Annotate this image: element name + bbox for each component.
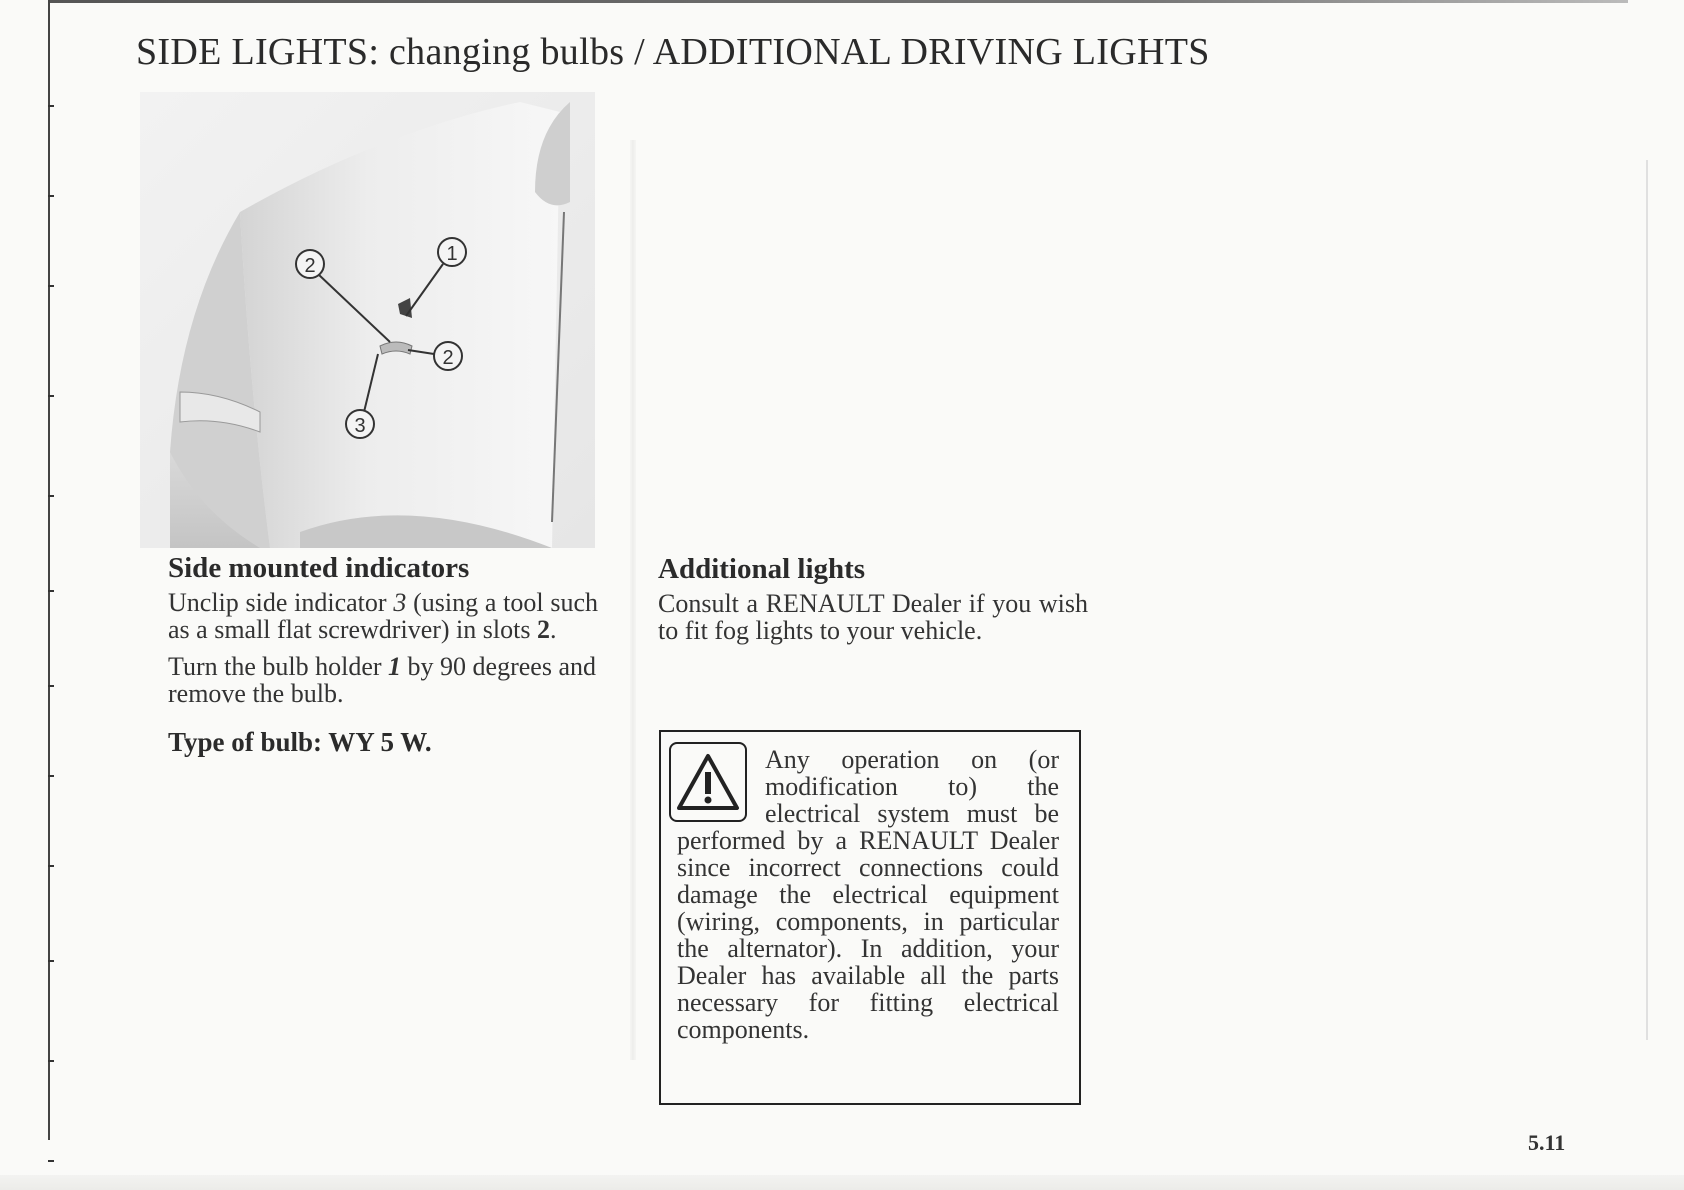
- column-divider: [630, 140, 636, 1060]
- text-run: (using a tool such as a small flat screwdriver) in slots: [168, 588, 598, 644]
- svg-text:3: 3: [354, 415, 366, 437]
- ref-number: 2: [536, 615, 550, 644]
- ref-number: 1: [388, 652, 402, 681]
- side-indicator-illustration: [140, 92, 595, 548]
- binding-tick: [48, 590, 54, 592]
- binding-line: [48, 0, 50, 1140]
- callout-3: [346, 410, 374, 438]
- paragraph-additional-lights: Consult a RENAULT Dealer if you wish to fit fog lights to your vehicle.: [658, 589, 1088, 645]
- warning-triangle-icon: [669, 742, 747, 822]
- binding-tick: [48, 775, 54, 777]
- paragraph-unclip: [168, 589, 598, 643]
- callout-2-left: [296, 250, 324, 278]
- text-run: by 90 degrees and remove the bulb.: [168, 652, 596, 708]
- binding-tick: [48, 395, 54, 397]
- paragraph-turn-holder: [168, 653, 598, 707]
- warning-box: [659, 730, 1081, 1105]
- binding-tick: [48, 195, 54, 197]
- binding-tick: [48, 1060, 54, 1062]
- text-run: Unclip side indicator: [168, 588, 394, 617]
- ref-number: 3: [393, 588, 407, 617]
- binding-tick: [48, 685, 54, 687]
- svg-text:2: 2: [304, 255, 316, 277]
- binding-tick: [48, 105, 54, 107]
- callout-2-right: [434, 342, 462, 370]
- page-title: SIDE LIGHTS: changing bulbs / ADDITIONAL DRIVING LIGHTS: [136, 31, 1210, 73]
- text-run: .: [549, 615, 557, 644]
- section-heading-side-indicators: Side mounted indicators: [168, 552, 470, 584]
- page-number: 5.11: [1528, 1130, 1566, 1155]
- binding-tick: [48, 865, 54, 867]
- binding-tick: [48, 1160, 54, 1162]
- warning-text: Any operation on (or modification to) the electrical system must be performed by a RENAULT Dealer since incorrect connections could damage the electrical equipment (wiring, components, in particular the alternator). In addition, your Dealer has available all the parts necessary for fitting electrical components.: [677, 745, 1059, 1044]
- binding-tick: [48, 285, 54, 287]
- left-column: [168, 552, 598, 758]
- svg-text:2: 2: [442, 347, 454, 369]
- right-column: [658, 553, 1088, 654]
- page-right-edge: [1646, 160, 1648, 1040]
- text-run: Turn the bulb holder: [168, 652, 389, 681]
- svg-text:1: 1: [446, 243, 458, 265]
- section-heading-additional-lights: Additional lights: [658, 553, 866, 585]
- binding-tick: [48, 960, 54, 962]
- bulb-type-label: Type of bulb: WY 5 W.: [168, 727, 432, 757]
- page-bottom-band: [0, 1175, 1684, 1190]
- callout-1: [438, 238, 466, 266]
- binding-tick: [48, 495, 54, 497]
- page-top-edge: [48, 0, 1628, 3]
- car-side-drawing: [140, 92, 595, 548]
